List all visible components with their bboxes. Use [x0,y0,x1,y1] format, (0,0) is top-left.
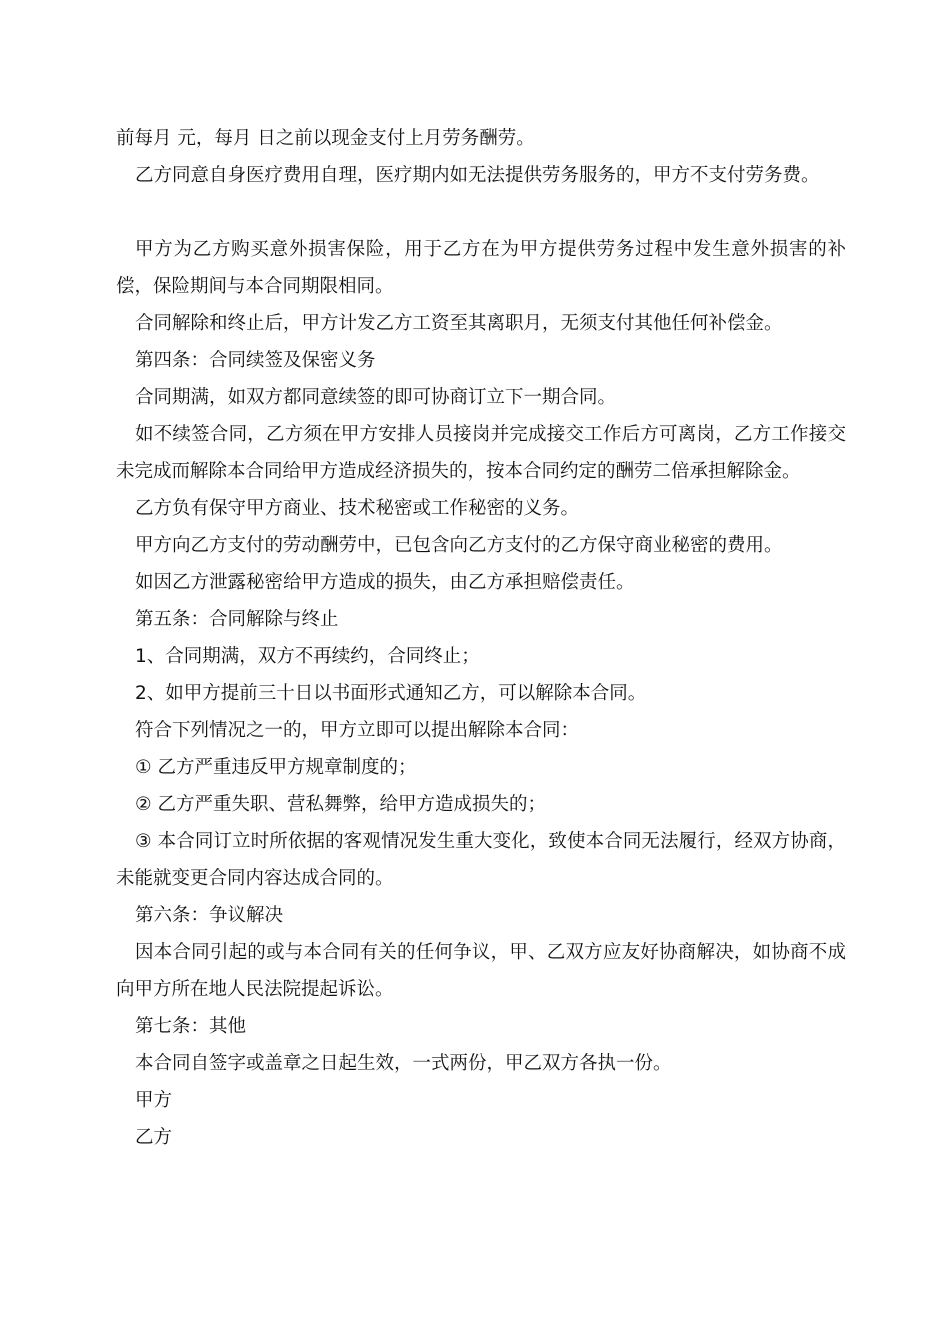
paragraph: 符合下列情况之一的，甲方立即可以提出解除本合同： [135,720,580,741]
paragraph: 甲方向乙方支付的劳动酬劳中，已包含向乙方支付的乙方保守商业秘密的费用。 [135,535,783,556]
section-heading: 第七条：其他 [135,1016,247,1037]
paragraph: 前每月 元，每月 日之前以现金支付上月劳务酬劳。 [116,128,535,149]
list-item: ② 乙方严重失职、营私舞弊，给甲方造成损失的； [135,794,546,815]
list-item: 1、合同期满，双方不再续约，合同终止； [135,646,480,667]
document-body [116,120,846,1156]
paragraph: 本合同自签字或盖章之日起生效，一式两份，甲乙双方各执一份。 [135,1053,672,1074]
blank-line [116,194,846,231]
paragraph: 如因乙方泄露秘密给甲方造成的损失，由乙方承担赔偿责任。 [135,572,635,593]
paragraph: 甲方为乙方购买意外损害保险，用于乙方在为甲方提供劳务过程中发生意外损害的补偿，保险期间与本合同期限相同。 [116,239,846,297]
paragraph: 因本合同引起的或与本合同有关的任何争议，甲、乙双方应友好协商解决，如协商不成向甲方所在地人民法院提起诉讼。 [116,942,846,1000]
list-item: ③ 本合同订立时所依据的客观情况发生重大变化，致使本合同无法履行，经双方协商，未能就变更合同内容达成合同的。 [116,831,846,889]
paragraph: 如不续签合同，乙方须在甲方安排人员接岗并完成接交工作后方可离岗，乙方工作接交未完成而解除本合同给甲方造成经济损失的，按本合同约定的酬劳二倍承担解除金。 [116,424,846,482]
paragraph: 乙方负有保守甲方商业、技术秘密或工作秘密的义务。 [135,498,580,519]
section-heading: 第四条：合同续签及保密义务 [135,350,376,371]
list-item: 2、如甲方提前三十日以书面形式通知乙方，可以解除本合同。 [135,683,647,704]
section-heading: 第六条：争议解决 [135,905,284,926]
paragraph: 乙方同意自身医疗费用自理，医疗期内如无法提供劳务服务的，甲方不支付劳务费。 [135,165,820,186]
paragraph: 合同解除和终止后，甲方计发乙方工资至其离职月，无须支付其他任何补偿金。 [135,313,783,334]
signature-party-b: 乙方 [135,1127,173,1148]
section-heading: 第五条：合同解除与终止 [135,609,339,630]
list-item: ① 乙方严重违反甲方规章制度的； [135,757,417,778]
signature-party-a: 甲方 [135,1090,173,1111]
paragraph: 合同期满，如双方都同意续签的即可协商订立下一期合同。 [135,387,617,408]
